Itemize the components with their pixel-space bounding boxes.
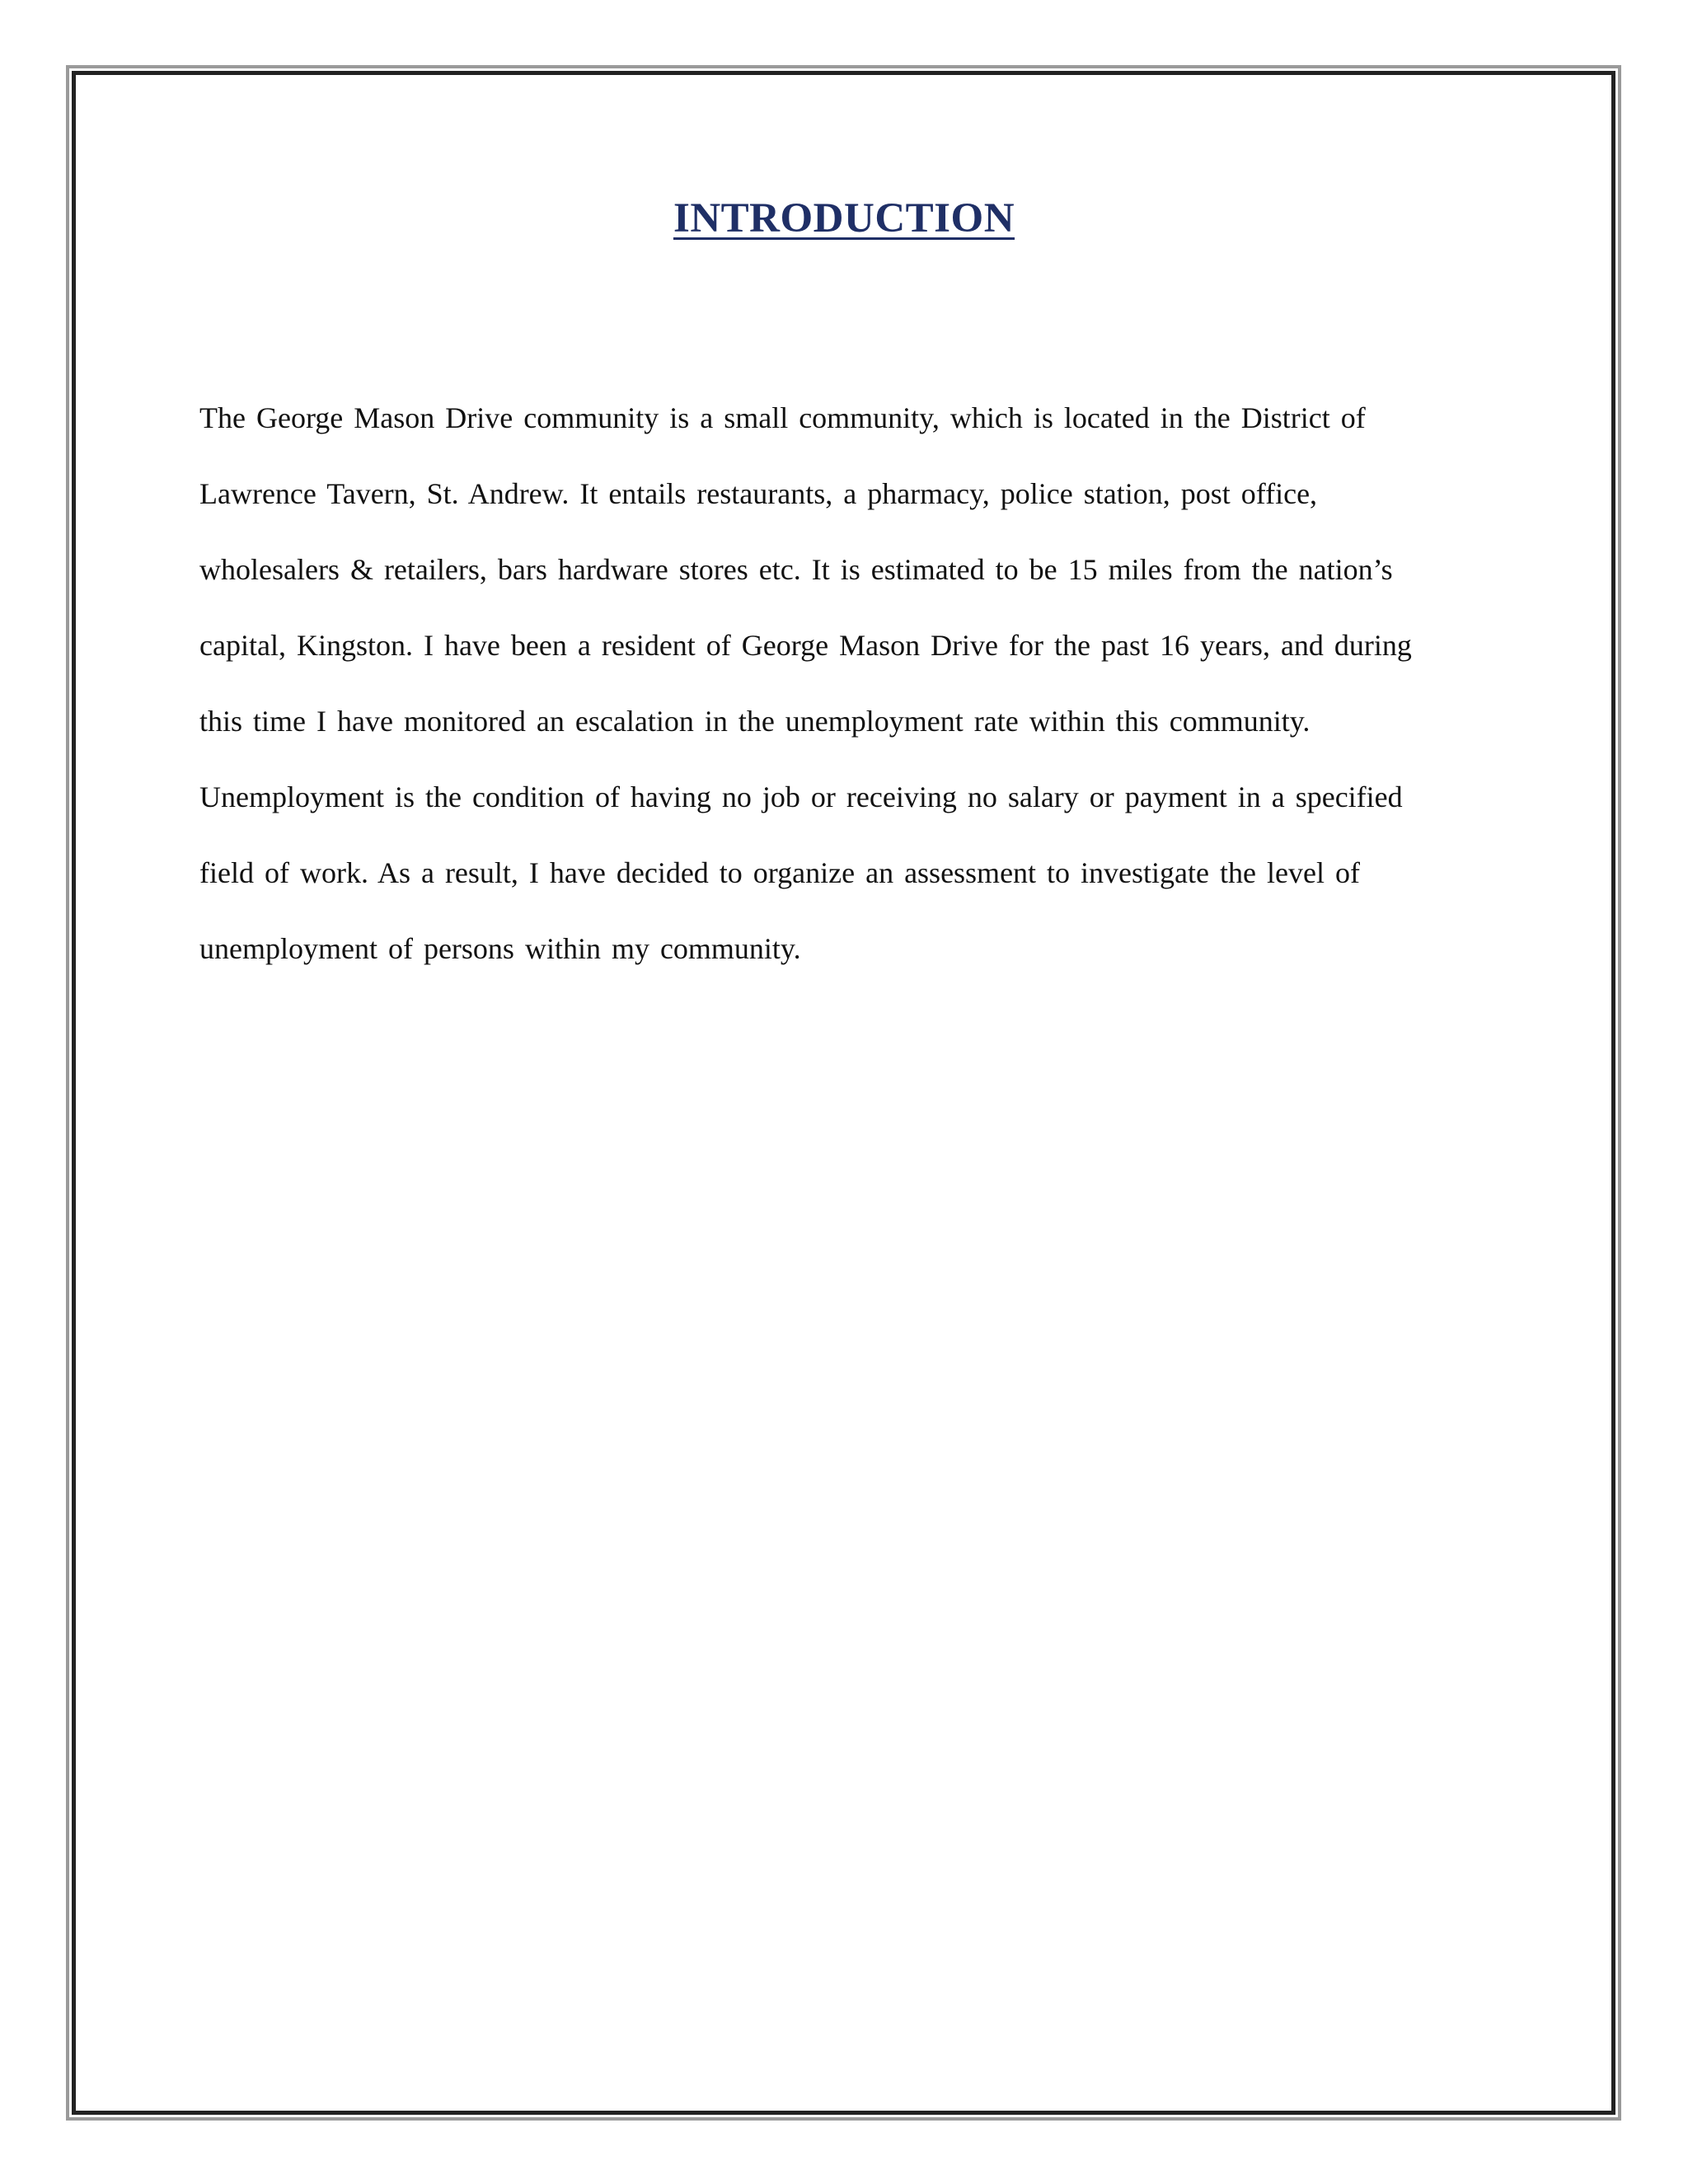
paragraph-line: The George Mason Drive community is a small community, which is located in the District of (199, 401, 1366, 434)
paragraph-line: this time I have monitored an escalation in the unemployment rate within this community. (199, 705, 1311, 738)
page-border-inner (72, 71, 1615, 2115)
paragraph-line: unemployment of persons within my community. (199, 932, 801, 965)
paragraph-line: Unemployment is the condition of having no job or receiving no salary or payment in a specified (199, 780, 1403, 813)
paragraph-line: Lawrence Tavern, St. Andrew. It entails restaurants, a pharmacy, police station, post office, (199, 477, 1318, 510)
paragraph-line: capital, Kingston. I have been a resident of George Mason Drive for the past 16 years, and during (199, 629, 1412, 662)
paragraph-line: wholesalers & retailers, bars hardware stores etc. It is estimated to be 15 miles from the nation’s (199, 553, 1393, 586)
page-title: INTRODUCTION (673, 195, 1015, 241)
paragraph-line: field of work. As a result, I have decided to organize an assessment to investigate the level of (199, 856, 1360, 889)
introduction-paragraph (199, 389, 1518, 996)
